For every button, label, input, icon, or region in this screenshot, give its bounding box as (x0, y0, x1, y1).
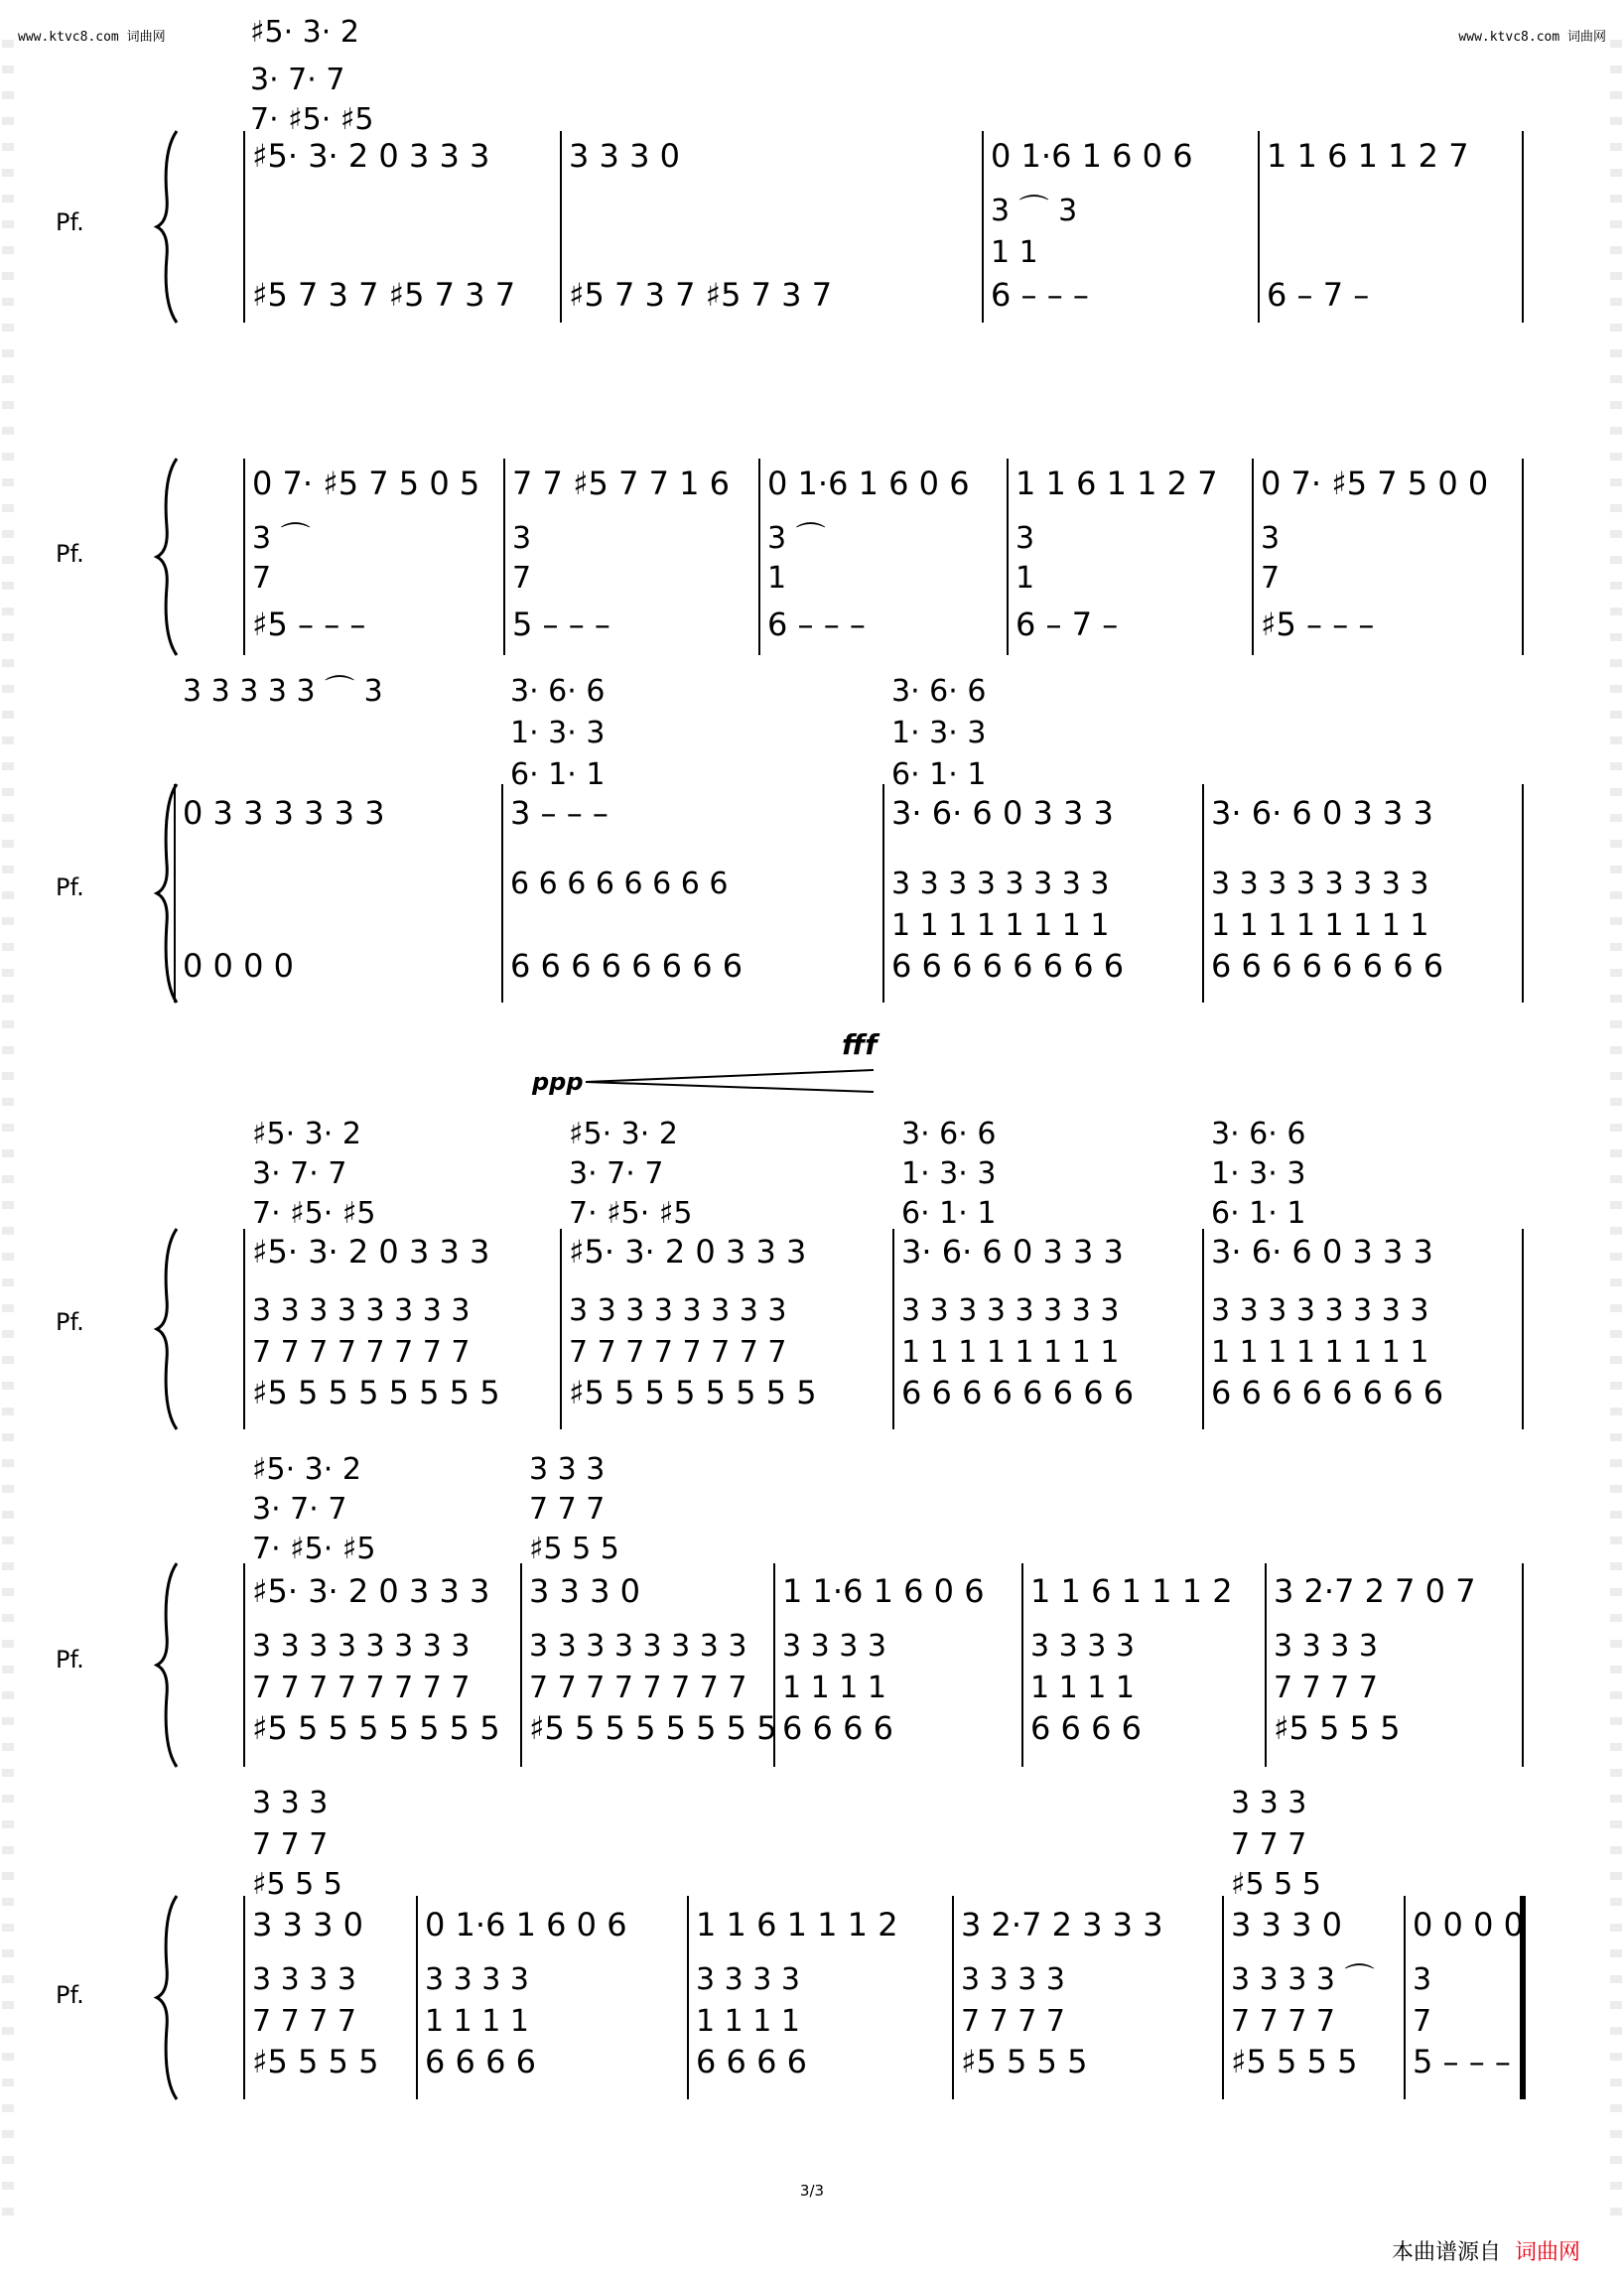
lower_b-measure-text: 1 1 1 1 1 1 1 1 (1211, 908, 1429, 943)
instrument-label: Pf. (56, 1646, 84, 1674)
upper_chords_a-measure-text: ♯5· 3· 2 (252, 1117, 361, 1151)
lower-measure-text: 6 6 6 6 (425, 2043, 536, 2080)
middle-measure-text: 3 (1015, 521, 1035, 556)
upper-measure-text: 0 1·6 1 6 0 6 (991, 137, 1193, 175)
middle-measure-text: 3 (512, 521, 532, 556)
header-right: www.ktvc8.com 词曲网 (1458, 30, 1606, 45)
hairpin-line-top (586, 1070, 874, 1082)
upper_chords_a-measure-text: 3· 6· 6 (1211, 1117, 1306, 1151)
upper_chords_c-measure-text: 6· 1· 1 (1211, 1196, 1306, 1231)
upper-measure-text: 3 3 3 0 (1231, 1906, 1342, 1943)
upper_chords_b-measure-text: 1· 3· 3 (510, 716, 606, 750)
upper_chords_a-measure-text: 3 3 3 (252, 1786, 329, 1820)
upper_chords_c-measure-text: 7· ♯5· ♯5 (569, 1196, 693, 1231)
upper_chords_b-measure-text: 3· 7· 7 (252, 1492, 347, 1527)
upper_chords_b-measure-text: 3· 7· 7 (569, 1156, 664, 1191)
upper_chords_c-measure-text: ♯5 5 5 (252, 1867, 342, 1902)
footer-site-name[interactable]: 词曲网 (1514, 2240, 1580, 2265)
lower_a-measure-text: 3 3 3 3 ⌒ (1231, 1962, 1375, 1997)
upper_chords_a-measure-text: 3 3 3 3 3 ⌒ 3 (183, 674, 383, 709)
upper-measure-text: 3 3 3 0 (529, 1572, 640, 1610)
lower_a-measure-text: 3 3 3 3 3 3 3 3 (1211, 867, 1429, 901)
upper-measure-text: ♯5· 3· 2 0 3 3 3 (252, 1233, 490, 1271)
lower-measure-text: ♯5 – – – (1261, 605, 1375, 643)
upper_chords_a-measure-text: 3· 6· 6 (901, 1117, 997, 1151)
system-brace (157, 1229, 177, 1429)
upper_chords_c-measure-text: 6· 1· 1 (510, 757, 606, 792)
upper-measure-text: 1 1 6 1 1 2 7 (1015, 465, 1218, 502)
upper_chords_b-measure-text: 1· 3· 3 (1211, 1156, 1306, 1191)
instrument-label: Pf. (56, 873, 84, 901)
upper-measure-text: 0 1·6 1 6 0 6 (767, 465, 970, 502)
lower-measure-text: 6 – – – (991, 276, 1089, 314)
dynamic-start: ppp (532, 1068, 584, 1096)
lower-measure-text: ♯5 5 5 5 5 5 5 5 (529, 1709, 777, 1747)
upper-measure-text: 3 2·7 2 3 3 3 (961, 1906, 1163, 1943)
lower-measure-text: ♯5 7 3 7 ♯5 7 3 7 (252, 276, 516, 314)
lower-measure-text: 6 – – – (767, 605, 866, 643)
upper_chords_a-measure-text: ♯5· 3· 2 (252, 1452, 361, 1487)
upper-measure-text: 3 3 3 0 (252, 1906, 363, 1943)
lower-measure-text: ♯5 5 5 5 (961, 2043, 1088, 2080)
upper-measure-text: 7 7 ♯5 7 7 1 6 (512, 465, 731, 502)
lower_b-measure-text: 1 1 1 1 (782, 1671, 886, 1705)
lower_a-measure-text: 6 6 6 6 6 6 6 6 (510, 867, 729, 901)
upper_chords_a-measure-text: ♯5· 3· 2 (569, 1117, 678, 1151)
system-brace (157, 1896, 177, 2099)
chord-row-text: 3· 7· 7 (250, 63, 345, 97)
lower-measure-text: 5 – – – (512, 605, 610, 643)
middle2-measure-text: 1 1 (991, 235, 1038, 270)
lower_a-measure-text: 3 3 3 3 3 3 3 3 (529, 1629, 747, 1664)
lower_a-measure-text: 3 3 3 3 (1030, 1629, 1135, 1664)
lower_b-measure-text: 7 7 7 7 7 7 7 7 (252, 1671, 471, 1705)
upper_chords_c-measure-text: ♯5 5 5 (1231, 1867, 1321, 1902)
lower-measure-text: ♯5 5 5 5 5 5 5 5 (252, 1709, 500, 1747)
upper-measure-text: 3· 6· 6 0 3 3 3 (1211, 1233, 1433, 1271)
upper-measure-text: ♯5· 3· 2 0 3 3 3 (252, 1572, 490, 1610)
lower_b-measure-text: 1 1 1 1 (1030, 1671, 1135, 1705)
lower_b-measure-text: 7 7 7 7 (1274, 1671, 1378, 1705)
dynamic-end: fff (842, 1028, 878, 1061)
upper_chords_c-measure-text: 7· ♯5· ♯5 (252, 1532, 376, 1566)
lower_b-measure-text: 1 1 1 1 (696, 2004, 800, 2039)
upper-measure-text: 3 – – – (510, 794, 609, 832)
upper-measure-text: 0 7· ♯5 7 5 0 5 (252, 465, 480, 502)
lower_b-measure-text: 1 1 1 1 1 1 1 1 (891, 908, 1110, 943)
middle-measure-text: 3 ⌒ (767, 521, 826, 556)
middle2-measure-text: 7 (512, 561, 532, 596)
lower_b-measure-text: 1 1 1 1 (425, 2004, 529, 2039)
lower-measure-text: 0 0 0 0 (183, 947, 294, 985)
lower_a-measure-text: 3 3 3 3 3 3 3 3 (1211, 1293, 1429, 1328)
lower-measure-text: ♯5 7 3 7 ♯5 7 3 7 (569, 276, 833, 314)
middle2-measure-text: 7 (252, 561, 272, 596)
lower-measure-text: 6 6 6 6 (782, 1709, 893, 1747)
system-brace (157, 1563, 177, 1767)
footer-source-text: 本曲谱源自 (1391, 2240, 1501, 2265)
lower_a-measure-text: 3 3 3 3 3 3 3 3 (901, 1293, 1120, 1328)
lower_a-measure-text: 3 3 3 3 3 3 3 3 (252, 1293, 471, 1328)
lower_b-measure-text: 7 7 7 7 (252, 2004, 356, 2039)
lower_b-measure-text: 7 7 7 7 (961, 2004, 1065, 2039)
upper-measure-text: 1 1 6 1 1 1 2 (1030, 1572, 1233, 1610)
upper-measure-text: 0 1·6 1 6 0 6 (425, 1906, 627, 1943)
lower-measure-text: 6 6 6 6 (696, 2043, 807, 2080)
upper-measure-text: 3 3 3 0 (569, 137, 680, 175)
upper_chords_b-measure-text: 1· 3· 3 (901, 1156, 997, 1191)
upper-measure-text: 3· 6· 6 0 3 3 3 (901, 1233, 1124, 1271)
upper_chords_a-measure-text: 3· 6· 6 (891, 674, 987, 709)
lower_a-measure-text: 3 3 3 3 (961, 1962, 1065, 1997)
hairpin-line-bottom (586, 1082, 874, 1092)
upper_chords_a-measure-text: 3 3 3 (529, 1452, 606, 1487)
system-brace (157, 131, 177, 323)
middle2-measure-text: 1 (1015, 561, 1035, 596)
middle-measure-text: 3 ⌒ (252, 521, 311, 556)
upper-measure-text: ♯5· 3· 2 0 3 3 3 (569, 1233, 807, 1271)
lower-measure-text: ♯5 – – – (252, 605, 366, 643)
lower-measure-text: 6 – 7 – (1267, 276, 1370, 314)
upper_chords_b-measure-text: 7 7 7 (529, 1492, 606, 1527)
lower_b-measure-text: 7 (1413, 2004, 1432, 2039)
lower_b-measure-text: 7 7 7 7 7 7 7 7 (529, 1671, 747, 1705)
upper-measure-text: 3· 6· 6 0 3 3 3 (1211, 794, 1433, 832)
lower_a-measure-text: 3 3 3 3 3 3 3 3 (891, 867, 1110, 901)
upper-measure-text: 1 1 6 1 1 1 2 (696, 1906, 898, 1943)
lower_b-measure-text: 7 7 7 7 7 7 7 7 (569, 1335, 787, 1370)
lower-measure-text: 6 6 6 6 6 6 6 6 (1211, 947, 1444, 985)
instrument-label: Pf. (56, 208, 84, 236)
upper-measure-text: 1 1 6 1 1 2 7 (1267, 137, 1469, 175)
lower_b-measure-text: 7 7 7 7 (1231, 2004, 1335, 2039)
lower_a-measure-text: 3 3 3 3 (252, 1962, 356, 1997)
lower-measure-text: 6 – 7 – (1015, 605, 1119, 643)
lower_a-measure-text: 3 3 3 3 (1274, 1629, 1378, 1664)
lower_a-measure-text: 3 3 3 3 (782, 1629, 886, 1664)
lower_b-measure-text: 1 1 1 1 1 1 1 1 (901, 1335, 1120, 1370)
lower_a-measure-text: 3 3 3 3 (696, 1962, 800, 1997)
upper_chords_c-measure-text: 6· 1· 1 (901, 1196, 997, 1231)
lower-measure-text: 6 6 6 6 6 6 6 6 (891, 947, 1125, 985)
middle-measure-text: 3 ⌒ 3 (991, 194, 1078, 228)
upper_chords_b-measure-text: 3· 7· 7 (252, 1156, 347, 1191)
upper-measure-text: ♯5· 3· 2 0 3 3 3 (252, 137, 490, 175)
upper_chords_b-measure-text: 1· 3· 3 (891, 716, 987, 750)
lower-measure-text: 6 6 6 6 6 6 6 6 (901, 1374, 1135, 1411)
lower_a-measure-text: 3 3 3 3 (425, 1962, 529, 1997)
upper_chords_a-measure-text: 3 3 3 (1231, 1786, 1307, 1820)
chord-row-text: ♯5· 3· 2 (250, 15, 359, 50)
upper-measure-text: 0 7· ♯5 7 5 0 0 (1261, 465, 1489, 502)
lower-measure-text: ♯5 5 5 5 (252, 2043, 379, 2080)
page-number: 3/3 (799, 2182, 825, 2200)
middle2-measure-text: 7 (1261, 561, 1281, 596)
chord-row-text: 7· ♯5· ♯5 (250, 102, 374, 137)
upper-measure-text: 0 3 3 3 3 3 3 (183, 794, 385, 832)
upper_chords_c-measure-text: ♯5 5 5 (529, 1532, 619, 1566)
instrument-label: Pf. (56, 540, 84, 568)
header-left: www.ktvc8.com 词曲网 (18, 30, 166, 45)
upper-measure-text: 3 2·7 2 7 0 7 (1274, 1572, 1476, 1610)
upper_chords_a-measure-text: 3· 6· 6 (510, 674, 606, 709)
lower-measure-text: 5 – – – (1413, 2043, 1511, 2080)
lower-measure-text: 6 6 6 6 (1030, 1709, 1142, 1747)
lower-measure-text: ♯5 5 5 5 (1231, 2043, 1358, 2080)
upper-measure-text: 1 1·6 1 6 0 6 (782, 1572, 985, 1610)
middle2-measure-text: 1 (767, 561, 787, 596)
middle-measure-text: 3 (1261, 521, 1281, 556)
instrument-label: Pf. (56, 1308, 84, 1336)
lower-measure-text: 6 6 6 6 6 6 6 6 (1211, 1374, 1444, 1411)
lower-measure-text: ♯5 5 5 5 (1274, 1709, 1401, 1747)
lower-measure-text: ♯5 5 5 5 5 5 5 5 (252, 1374, 500, 1411)
system-brace (157, 459, 177, 655)
upper_chords_b-measure-text: 7 7 7 (1231, 1827, 1307, 1862)
lower-measure-text: 6 6 6 6 6 6 6 6 (510, 947, 744, 985)
upper_chords_c-measure-text: 7· ♯5· ♯5 (252, 1196, 376, 1231)
upper-measure-text: 3· 6· 6 0 3 3 3 (891, 794, 1114, 832)
lower_b-measure-text: 1 1 1 1 1 1 1 1 (1211, 1335, 1429, 1370)
upper_chords_b-measure-text: 7 7 7 (252, 1827, 329, 1862)
lower-measure-text: ♯5 5 5 5 5 5 5 5 (569, 1374, 817, 1411)
upper-measure-text: 0 0 0 0 (1413, 1906, 1524, 1943)
upper_chords_c-measure-text: 6· 1· 1 (891, 757, 987, 792)
lower_a-measure-text: 3 (1413, 1962, 1432, 1997)
lower_b-measure-text: 7 7 7 7 7 7 7 7 (252, 1335, 471, 1370)
lower_a-measure-text: 3 3 3 3 3 3 3 3 (569, 1293, 787, 1328)
footer (1392, 2235, 1580, 2266)
instrument-label: Pf. (56, 1981, 84, 2009)
lower_a-measure-text: 3 3 3 3 3 3 3 3 (252, 1629, 471, 1664)
